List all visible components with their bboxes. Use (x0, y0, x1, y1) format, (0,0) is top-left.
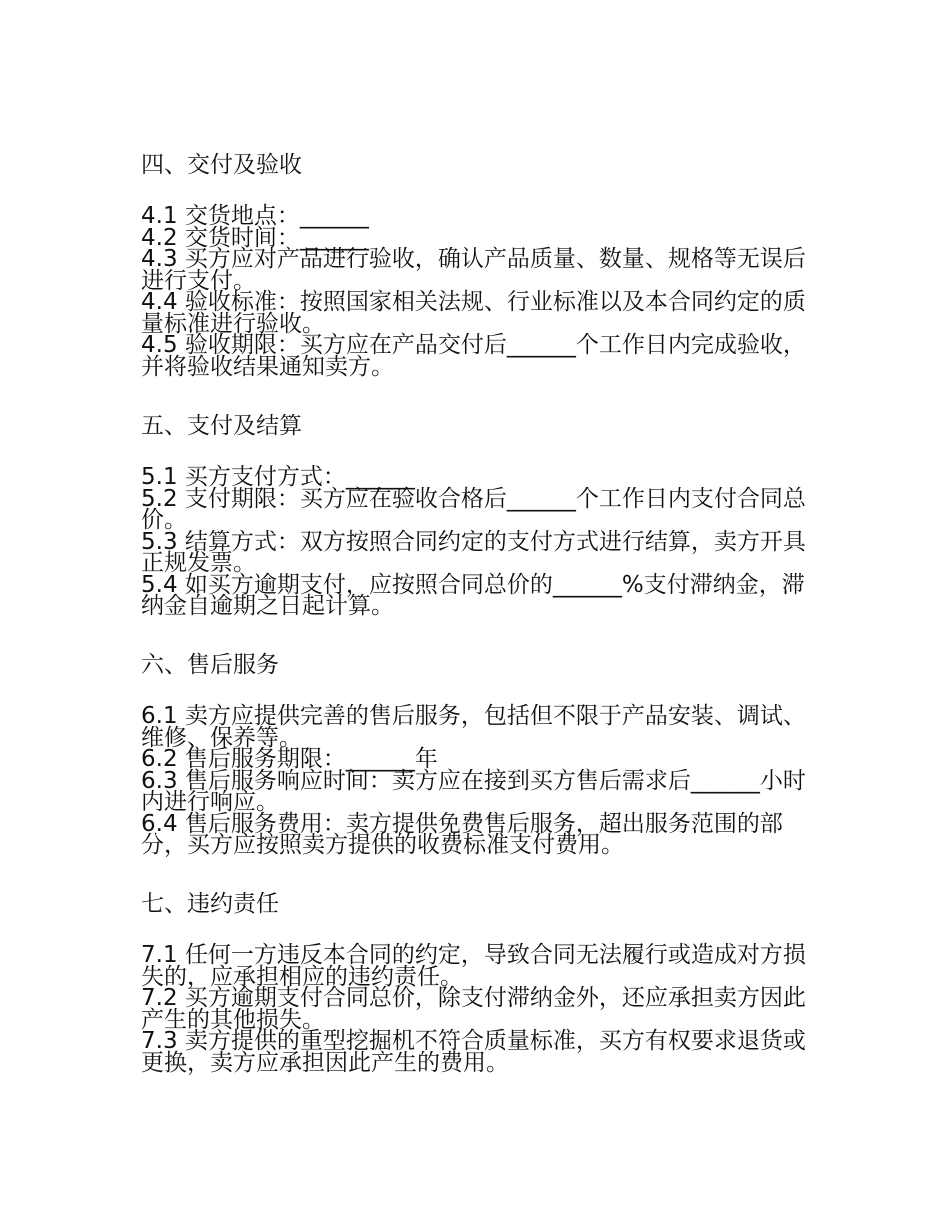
clause-list (141, 464, 811, 619)
clause-4-1: 4.1 交货地点：______ (141, 203, 369, 229)
section-heading: 七、违约责任 (141, 891, 279, 917)
clause-6-3: 6.3 售后服务响应时间：卖方应在接到买方售后需求后______小时内进行响应。 (141, 767, 806, 815)
clause-list (141, 703, 811, 858)
section-payment-settlement (141, 413, 811, 618)
clause-5-2: 5.2 支付期限：买方应在验收合格后______个工作日内支付合同总价。 (141, 485, 806, 533)
clause-5-4: 5.4 如买方逾期支付，应按照合同总价的______%支付滞纳金，滞纳金自逾期之日起计算。 (141, 571, 805, 619)
clause-list (141, 942, 811, 1076)
section-heading: 四、交付及验收 (141, 152, 302, 178)
section-delivery-acceptance (141, 152, 811, 378)
clause-4-4: 4.4 验收标准：按照国家相关法规、行业标准以及本合同约定的质量标准进行验收。 (141, 289, 806, 337)
clause-4-5: 4.5 验收期限：买方应在产品交付后______个工作日内完成验收，并将验收结果通知卖方。 (141, 332, 806, 380)
section-liability-for-breach (141, 891, 811, 1074)
clause-4-2: 4.2 交货时间：______ (141, 224, 369, 251)
section-heading: 五、支付及结算 (141, 413, 302, 439)
clause-7-1: 7.1 任何一方违反本合同的约定，导致合同无法履行或造成对方损失的，应承担相应的违约责任。 (141, 942, 806, 990)
clause-list (141, 203, 811, 380)
clause-7-3: 7.3 卖方提供的重型挖掘机不符合质量标准，买方有权要求退货或更换，卖方应承担因此产生的费用。 (141, 1028, 806, 1076)
clause-5-3: 5.3 结算方式：双方按照合同约定的支付方式进行结算，卖方开具正规发票。 (141, 528, 806, 576)
clause-6-4: 6.4 售后服务费用：卖方提供免费售后服务，超出服务范围的部分，买方应按照卖方提供的收费标准支付费用。 (141, 810, 783, 858)
section-heading: 六、售后服务 (141, 652, 279, 678)
clause-4-3: 4.3 买方应对产品进行验收，确认产品质量、数量、规格等无误后进行支付。 (141, 246, 806, 294)
section-after-sales-service (141, 652, 811, 857)
clause-7-2: 7.2 买方逾期支付合同总价，除支付滞纳金外，还应承担卖方因此产生的其他损失。 (141, 985, 806, 1033)
clause-6-1: 6.1 卖方应提供完善的售后服务，包括但不限于产品安装、调试、维修、保养等。 (141, 703, 806, 751)
clause-5-1: 5.1 买方支付方式：______ (141, 464, 415, 490)
clause-6-2: 6.2 售后服务期限：______年 (141, 746, 438, 772)
